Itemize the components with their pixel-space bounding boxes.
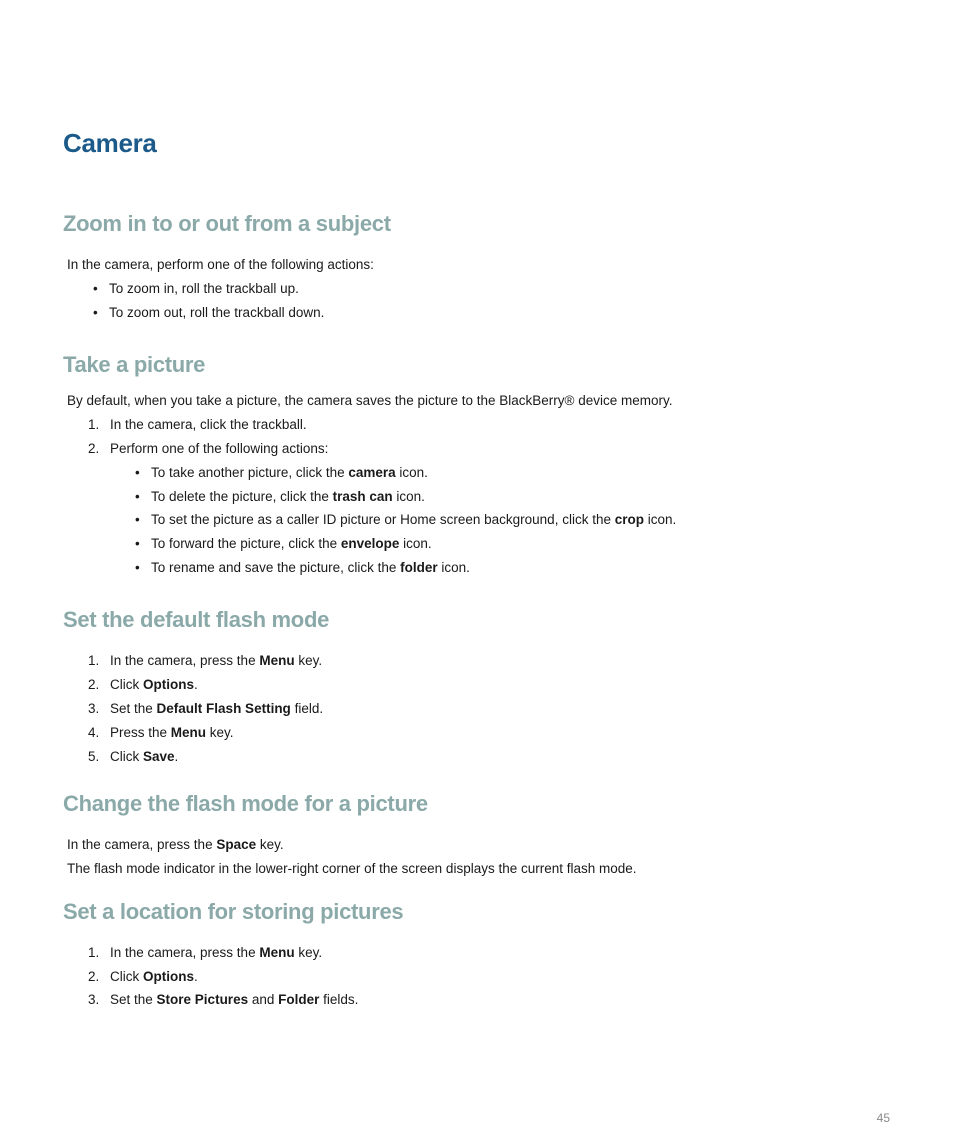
step-item: 1. In the camera, click the trackball. — [88, 417, 307, 432]
sub-bullet-item: • To delete the picture, click the trash can icon. — [135, 489, 425, 504]
step-item: 2. Click Options. — [88, 677, 198, 692]
step-item: 5. Click Save. — [88, 749, 179, 764]
section-heading-zoom: Zoom in to or out from a subject — [63, 211, 391, 236]
section-text: The flash mode indicator in the lower-right corner of the screen displays the current flash mode. — [67, 861, 637, 876]
page-number: 45 — [876, 1111, 890, 1125]
bullet-icon: • — [135, 512, 140, 527]
step-item: 2. Perform one of the following actions: — [88, 441, 329, 456]
page-title: Camera — [63, 128, 157, 158]
section-intro: By default, when you take a picture, the camera saves the picture to the BlackBerry® device memory. — [67, 393, 673, 408]
bullet-icon: • — [135, 536, 140, 551]
bullet-item: • To zoom in, roll the trackball up. — [93, 281, 299, 296]
sub-bullet-item: • To rename and save the picture, click the folder icon. — [135, 560, 470, 575]
bullet-icon: • — [93, 281, 98, 296]
sub-bullet-item: • To forward the picture, click the envelope icon. — [135, 536, 432, 551]
section-intro: In the camera, perform one of the following actions: — [67, 257, 374, 272]
section-heading-take-picture: Take a picture — [63, 352, 206, 377]
sub-bullet-item: • To take another picture, click the camera icon. — [135, 465, 428, 480]
section-text: In the camera, press the Space key. — [67, 837, 284, 852]
step-item: 4. Press the Menu key. — [88, 725, 234, 740]
section-heading-change-flash: Change the flash mode for a picture — [63, 791, 428, 816]
step-item: 1. In the camera, press the Menu key. — [88, 653, 323, 668]
step-item: 3. Set the Default Flash Setting field. — [88, 701, 324, 716]
step-item: 2. Click Options. — [88, 969, 198, 984]
sub-bullet-item: • To set the picture as a caller ID picture or Home screen background, click the crop icon. — [135, 512, 677, 527]
bullet-item: • To zoom out, roll the trackball down. — [93, 305, 325, 320]
section-heading-storage-location: Set a location for storing pictures — [63, 899, 404, 924]
bullet-icon: • — [135, 560, 140, 575]
step-item: 3. Set the Store Pictures and Folder fields. — [88, 992, 359, 1007]
bullet-icon: • — [135, 465, 140, 480]
bullet-icon: • — [135, 489, 140, 504]
bullet-icon: • — [93, 305, 98, 320]
section-heading-default-flash: Set the default flash mode — [63, 607, 330, 632]
step-item: 1. In the camera, press the Menu key. — [88, 945, 323, 960]
